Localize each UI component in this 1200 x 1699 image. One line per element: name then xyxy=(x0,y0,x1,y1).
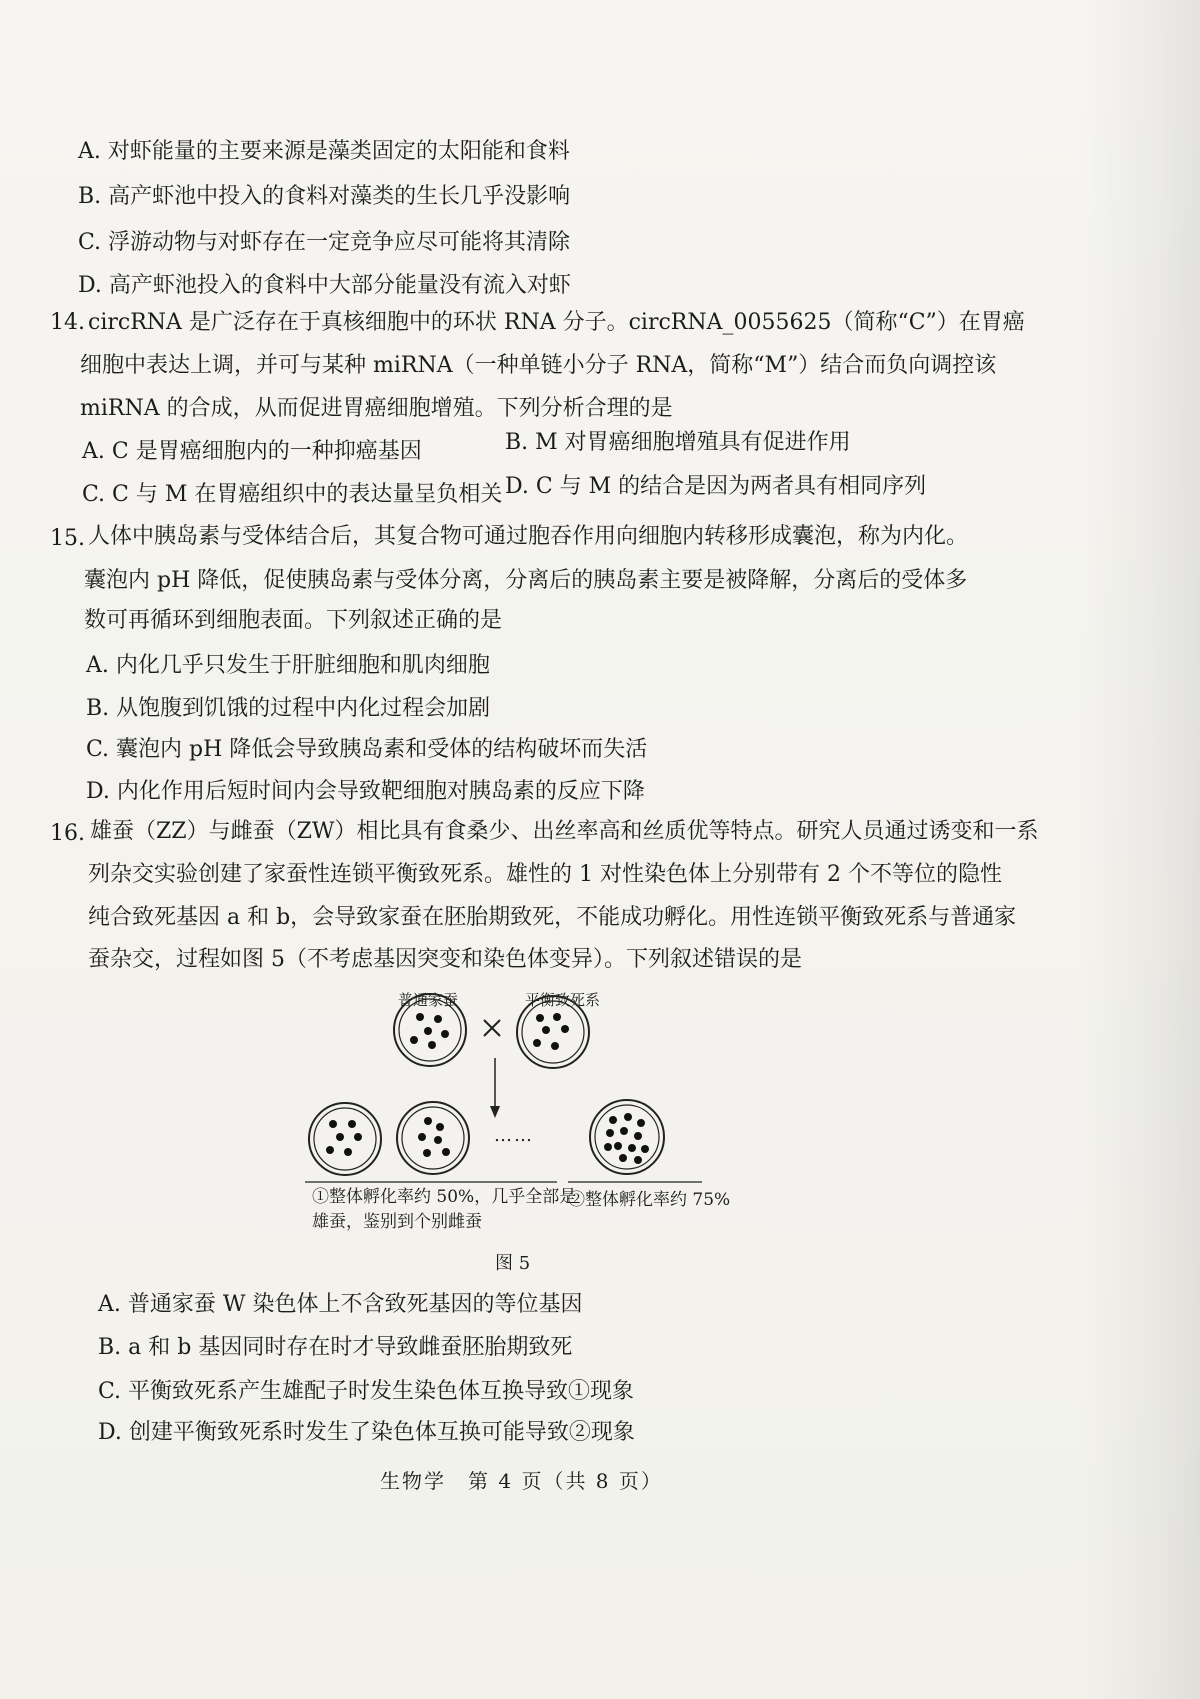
q16-option-c: C. 平衡致死系产生雄配子时发生染色体互换导致①现象 xyxy=(98,1379,635,1404)
q15-option-c: C. 囊泡内 pH 降低会导致胰岛素和受体的结构破坏而失活 xyxy=(86,737,648,762)
q16-option-b: B. a 和 b 基因同时存在时才导致雌蚕胚胎期致死 xyxy=(98,1335,573,1360)
figure-caption: 图 5 xyxy=(495,1253,531,1274)
q16-stem-line-3: 纯合致死基因 a 和 b，会导致家蚕在胚胎期致死，不能成功孵化。用性连锁平衡致死系与普通家 xyxy=(88,905,1017,930)
q15-stem-line-2: 囊泡内 pH 降低，促使胰岛素与受体分离，分离后的胰岛素主要是被降解，分离后的受体多 xyxy=(84,568,968,593)
q13-option-a: A. 对虾能量的主要来源是藻类固定的太阳能和食料 xyxy=(78,139,570,164)
down-arrow-icon xyxy=(490,1058,500,1118)
offspring-circle-3 xyxy=(590,1100,664,1174)
offspring-circle-1 xyxy=(309,1103,381,1175)
q15-option-b: B. 从饱腹到饥饿的过程中内化过程会加剧 xyxy=(86,696,491,721)
page-footer: 生物学 第 4 页（共 8 页） xyxy=(380,1469,663,1493)
parent-normal-circle xyxy=(394,994,466,1066)
q13-option-d: D. 高产虾池投入的食料中大部分能量没有流入对虾 xyxy=(78,273,571,298)
q14-stem-line-1: circRNA 是广泛存在于真核细胞中的环状 RNA 分子。circRNA_0055625（简称“C”）在胃癌 xyxy=(88,310,1025,335)
q14-stem-line-2: 细胞中表达上调，并可与某种 miRNA（一种单链小分子 RNA，简称“M”）结合而负向调控该 xyxy=(80,353,997,378)
q16-stem-line-1: 雄蚕（ZZ）与雌蚕（ZW）相比具有食桑少、出丝率高和丝质优等特点。研究人员通过诱变和一系 xyxy=(90,819,1039,844)
parent-normal-silkworm-label: 普通家蚕 xyxy=(398,991,459,1009)
result-2-label: ②整体孵化率约 75% xyxy=(568,1190,731,1210)
q15-option-a: A. 内化几乎只发生于肝脏细胞和肌肉细胞 xyxy=(86,653,490,678)
cross-symbol xyxy=(484,1020,500,1036)
ellipsis: …… xyxy=(494,1125,534,1146)
question-number: 14. xyxy=(50,310,85,335)
q16-option-a: A. 普通家蚕 W 染色体上不含致死基因的等位基因 xyxy=(98,1292,583,1317)
q13-option-c: C. 浮游动物与对虾存在一定竞争应尽可能将其清除 xyxy=(78,230,571,255)
q14-option-d: D. C 与 M 的结合是因为两者具有相同序列 xyxy=(505,474,927,499)
q16-option-d: D. 创建平衡致死系时发生了染色体互换可能导致②现象 xyxy=(98,1420,635,1445)
parent-balanced-lethal-circle xyxy=(517,996,589,1068)
parent-balanced-lethal-label: 平衡致死系 xyxy=(525,991,601,1009)
result-1-label-line-1: ①整体孵化率约 50%，几乎全部是 xyxy=(312,1187,577,1207)
q14-option-a: A. C 是胃癌细胞内的一种抑癌基因 xyxy=(82,439,422,464)
question-number: 16. xyxy=(50,821,85,846)
q14-stem-line-3: miRNA 的合成，从而促进胃癌细胞增殖。下列分析合理的是 xyxy=(80,396,673,421)
q15-stem-line-3: 数可再循环到细胞表面。下列叙述正确的是 xyxy=(84,608,503,633)
q15-stem-line-1: 人体中胰岛素与受体结合后，其复合物可通过胞吞作用向细胞内转移形成囊泡，称为内化。 xyxy=(88,524,969,549)
offspring-circle-2 xyxy=(397,1102,469,1174)
question-number: 15. xyxy=(50,526,85,551)
q16-stem-line-2: 列杂交实验创建了家蚕性连锁平衡致死系。雄性的 1 对性染色体上分别带有 2 个不等位的隐性 xyxy=(88,862,1002,887)
q15-option-d: D. 内化作用后短时间内会导致靶细胞对胰岛素的反应下降 xyxy=(86,779,645,804)
q16-stem-line-4: 蚕杂交，过程如图 5（不考虑基因突变和染色体变异）。下列叙述错误的是 xyxy=(88,947,802,972)
q14-option-b: B. M 对胃癌细胞增殖具有促进作用 xyxy=(505,430,851,455)
result-1-label-line-2: 雄蚕，鉴别到个别雌蚕 xyxy=(312,1212,482,1232)
q13-option-b: B. 高产虾池中投入的食料对藻类的生长几乎没影响 xyxy=(78,184,571,209)
q14-option-c: C. C 与 M 在胃癌组织中的表达量呈负相关 xyxy=(82,482,503,507)
